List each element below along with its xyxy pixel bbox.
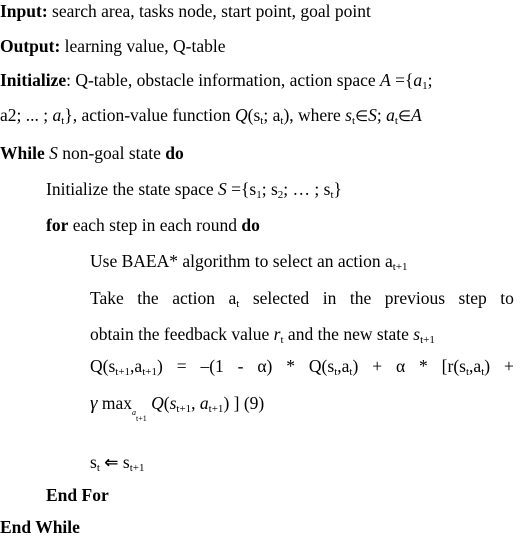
initialize-label: Initialize [0,70,67,90]
input-line: Input: search area, tasks node, start point, goal point [0,1,371,21]
obtain-line: obtain the feedback value $r_t$ and the new state $s_{t+1}$ [90,324,435,346]
output-line: Output: learning value, Q-table [0,36,226,56]
while-line: While S non-goal state do [0,143,184,163]
equation-line-2: γ $\max_{a_{t+1}} Q(s_{t+1}$, $a_{t+1}$) ] (9) [90,393,265,423]
use-baea-line: Use BAEA* algorithm to select an action $a_{t+1}$ [90,251,408,273]
initialize-line-2: a2; ... ; $a_t$}, action-value function $Q(s_t$; $a_t$), where $s_t\in S$; $a_t\in A$ [0,105,422,127]
init-state-line: Initialize the state space $S =\{s_1$; $s_2$; … ; $s_t$} [46,179,342,201]
end-while-line: End While [0,517,80,537]
input-label: Input: [0,1,48,21]
output-label: Output: [0,36,61,56]
initialize-line-1: Initialize: Q-table, obstacle information, action space $A =\{a_1$; [0,70,433,92]
left-arrow-icon: ⇐ [104,453,119,473]
for-keyword: for [46,215,69,235]
take-action-line: Take the action $a_t$ selected in the previous step to [90,288,514,310]
assign-line: $s_t$ ⇐ $s_{t+1}$ [90,452,145,474]
end-for-line: End For [46,485,109,505]
for-line: for each step in each round do [46,215,260,235]
while-keyword: While [0,143,45,163]
equation-line-1: $Q(s_{t+1},a_{t+1})$ = –(1 - α) * $Q(s_t,a_t)$ + α * [$r(s_t,a_t)$ + [90,356,514,378]
